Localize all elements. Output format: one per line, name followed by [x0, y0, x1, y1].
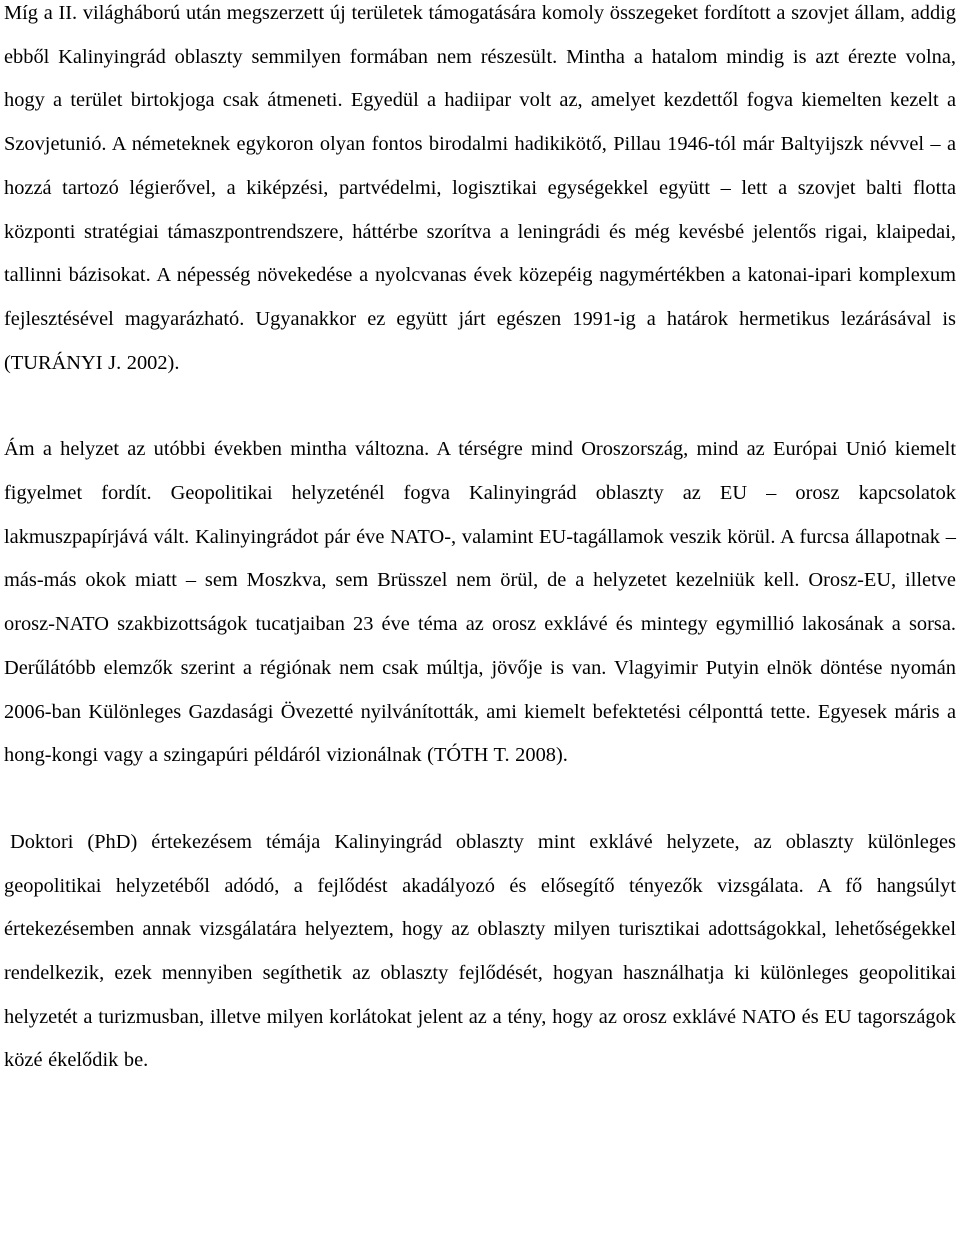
- paragraph-history: Míg a II. világháború után megszerzett új területek támogatására komoly összegeket fordított a szovjet állam, addig ebből Kalinyingrád oblaszty semmilyen formában nem részesült. Mintha a hatalom mindig is azt érezte volna, hogy a terület birtokjoga csak átmeneti. Egyedül a hadiipar volt az, amelyet kezdettől fogva kiemelten kezelt a Szovjetunió. A németeknek egykoron olyan fontos birodalmi hadikikötő, Pillau 1946-tól már Baltyijszk névvel – a hozzá tartozó légierővel, a kiképzési, partvédelmi, logisztikai egységekkel együtt – lett a szovjet balti flotta központi stratégiai támaszpontrendszere, háttérbe szorítva a leningrádi és még kevésbé jelentős rigai, klaipedai, tallinni bázisokat. A népesség növekedése a nyolcvanas évek közepéig nagymértékben a katonai-ipari komplexum fejlesztésével magyarázható. Ugyanakkor ez együtt járt egészen 1991-ig a határok hermetikus lezárásával is (TURÁNYI J. 2002).: [4, 2, 956, 374]
- paragraph-dissertation-topic: Doktori (PhD) értekezésem témája Kalinyingrád oblaszty mint exklávé helyzete, az oblaszty különleges geopolitikai helyzetéből adódó, a fejlődést akadályozó és elősegítő tényezők vizsgálata. A fő hangsúlyt értekezésemben annak vizsgálatára helyeztem, hogy az oblaszty milyen turisztikai adottságokkal, lehetőségekkel rendelkezik, ezek mennyiben segíthetik az oblaszty fejlődését, hogyan használhatja ki különleges geopolitikai helyzetét a turizmusban, illetve milyen korlátokat jelent az a tény, hogy az orosz exklávé NATO és EU tagországok közé ékelődik be.: [4, 830, 956, 1072]
- paragraph-current-situation: Ám a helyzet az utóbbi években mintha változna. A térségre mind Oroszország, mind az Európai Unió kiemelt figyelmet fordít. Geopolitikai helyzeténél fogva Kalinyingrád oblaszty az EU – orosz kapcsolatok lakmuszpapírjává vált. Kalinyingrádot pár éve NATO-, valamint EU-tagállamok veszik körül. A furcsa állapotnak – más-más okok miatt – sem Moszkva, sem Brüsszel nem örül, de a helyzetet kezelniük kell. Orosz-EU, illetve orosz-NATO szakbizottságok tucatjaiban 23 éve téma az orosz exklávé és mintegy egymillió lakosának a sorsa. Derűlátóbb elemzők szerint a régiónak nem csak múltja, jövője is van. Vlagyimir Putyin elnök döntése nyomán 2006-ban Különleges Gazdasági Övezetté nyilvánították, ami kiemelt befektetési célponttá tette. Egyesek máris a hong-kongi vagy a szingapúri példáról vizionálnak (TÓTH T. 2008).: [4, 438, 956, 767]
- document-page: [4, 0, 956, 1083]
